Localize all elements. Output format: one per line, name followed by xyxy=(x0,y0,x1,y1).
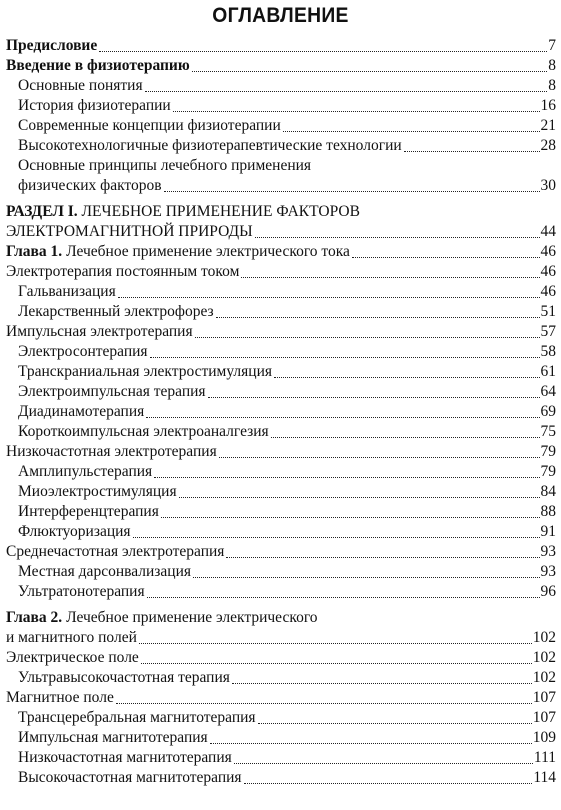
page-title: ОГЛАВЛЕНИЕ xyxy=(212,4,349,27)
page-number: 102 xyxy=(532,629,556,646)
dot-leader xyxy=(271,437,540,438)
dot-leader xyxy=(193,577,540,578)
dot-leader xyxy=(210,743,532,744)
page-number: 102 xyxy=(532,649,556,666)
dot-leader xyxy=(161,517,540,518)
toc-entry-line xyxy=(6,202,556,222)
dot-leader xyxy=(216,317,540,318)
page-number: 75 xyxy=(540,423,556,440)
dot-leader xyxy=(150,357,540,358)
toc-entry[interactable] xyxy=(6,76,556,96)
toc-entry-label-bold: Глава 2. xyxy=(6,609,63,626)
page-number: 109 xyxy=(532,729,556,746)
toc-entry-title xyxy=(6,36,97,56)
toc-entry-title xyxy=(6,322,193,342)
dot-leader xyxy=(404,151,540,152)
toc-entry-label: Среднечастотная электротерапия xyxy=(6,543,225,560)
dot-leader xyxy=(283,131,540,132)
page-number: 79 xyxy=(540,443,556,460)
page-number: 91 xyxy=(540,523,556,540)
toc-entry[interactable] xyxy=(6,462,556,482)
toc-entry-label: Миоэлектростимуляция xyxy=(18,483,177,500)
page-number: 114 xyxy=(533,769,556,786)
toc-entry-label: Низкочастотная электротерапия xyxy=(6,443,217,460)
dot-leader xyxy=(139,643,532,644)
page-number: 57 xyxy=(540,323,556,340)
dot-leader xyxy=(255,237,540,238)
toc-entry[interactable] xyxy=(6,708,556,728)
page-number: 21 xyxy=(540,117,556,134)
toc-entry[interactable] xyxy=(6,668,556,688)
dot-leader xyxy=(116,703,532,704)
page-number: 79 xyxy=(540,463,556,480)
page-number: 46 xyxy=(540,283,556,300)
toc-entry[interactable] xyxy=(6,36,556,56)
dot-leader xyxy=(258,723,532,724)
toc-entry-label: Амплипульстерапия xyxy=(18,463,153,480)
toc-entry-title xyxy=(18,708,256,728)
toc-entry-title xyxy=(18,768,242,788)
toc-entry-label: физических факторов xyxy=(18,177,162,194)
page-number: 28 xyxy=(540,137,556,154)
toc-entry[interactable] xyxy=(6,222,556,242)
toc-entry-label: Лекарственный электрофорез xyxy=(18,303,214,320)
toc-entry-label: Электрическое поле xyxy=(6,649,139,666)
page-number: 107 xyxy=(532,689,556,706)
toc-entry-label: Короткоимпульсная электроаналгезия xyxy=(18,423,269,440)
toc-entry-title xyxy=(18,582,145,602)
toc-entry-title xyxy=(6,56,190,76)
toc-entry-title xyxy=(18,116,281,136)
page-number: 64 xyxy=(540,383,556,400)
page-number: 58 xyxy=(540,343,556,360)
toc-entry[interactable] xyxy=(6,442,556,462)
toc-entry-title xyxy=(18,96,171,116)
toc-entry-label: Низкочастотная магнитотерапия xyxy=(18,749,232,766)
toc-entry-label: История физиотерапии xyxy=(18,97,171,114)
toc-entry-title xyxy=(18,422,269,442)
page-number: 8 xyxy=(548,77,556,94)
page-number: 46 xyxy=(540,263,556,280)
page-number: 51 xyxy=(540,303,556,320)
toc-entry-label-bold: РАЗДЕЛ I. xyxy=(6,203,78,220)
toc-entry-title xyxy=(18,76,143,96)
toc-entry[interactable] xyxy=(6,282,556,302)
page-number: 69 xyxy=(540,403,556,420)
toc-entry-title xyxy=(18,302,214,322)
toc-entry-label: Электроимпульсная терапия xyxy=(18,383,206,400)
dot-leader xyxy=(195,337,540,338)
toc-entry[interactable] xyxy=(6,748,556,768)
toc-entry-title xyxy=(6,688,114,708)
toc-entry[interactable] xyxy=(6,728,556,748)
toc-entry[interactable] xyxy=(6,242,556,262)
toc-entry-title xyxy=(18,502,159,522)
table-of-contents xyxy=(6,36,556,788)
toc-entry-label: Предисловие xyxy=(6,37,98,54)
page-number: 44 xyxy=(540,223,556,240)
toc-entry-label: Основные принципы лечебного применения xyxy=(18,157,312,174)
toc-entry[interactable] xyxy=(6,688,556,708)
toc-entry-label: Введение в физиотерапию xyxy=(6,57,190,74)
dot-leader xyxy=(147,597,540,598)
toc-entry[interactable] xyxy=(6,322,556,342)
toc-entry[interactable] xyxy=(6,582,556,602)
dot-leader xyxy=(99,51,547,52)
toc-entry-label: Основные понятия xyxy=(18,77,143,94)
toc-entry-label: ЛЕЧЕБНОЕ ПРИМЕНЕНИЕ ФАКТОРОВ xyxy=(77,203,360,220)
dot-leader xyxy=(219,457,540,458)
toc-entry-label: Импульсная магнитотерапия xyxy=(18,729,208,746)
toc-entry[interactable] xyxy=(6,648,556,668)
toc-entry-label: Электросонтерапия xyxy=(18,343,148,360)
toc-entry-label: Лечебное применение электрического xyxy=(62,609,318,626)
toc-entry-label: Интерференцтерапия xyxy=(18,503,159,520)
toc-entry-title xyxy=(18,748,232,768)
dot-leader xyxy=(179,497,540,498)
toc-entry[interactable] xyxy=(6,768,556,788)
toc-entry[interactable] xyxy=(6,628,556,648)
toc-entry[interactable] xyxy=(6,362,556,382)
toc-entry-title xyxy=(6,542,224,562)
page-number: 84 xyxy=(540,483,556,500)
toc-entry-label: ЭЛЕКТРОМАГНИТНОЙ ПРИРОДЫ xyxy=(6,223,253,240)
dot-leader xyxy=(241,277,539,278)
toc-entry-title xyxy=(18,562,191,582)
page-number: 111 xyxy=(533,749,556,766)
toc-entry[interactable] xyxy=(6,96,556,116)
toc-entry[interactable] xyxy=(6,176,556,196)
page-number: 102 xyxy=(532,669,556,686)
dot-leader xyxy=(232,683,532,684)
toc-entry-title xyxy=(6,242,350,262)
toc-entry-label: и магнитного полей xyxy=(6,629,137,646)
page-number: 46 xyxy=(540,243,556,260)
toc-entry-title xyxy=(6,262,239,282)
dot-leader xyxy=(352,257,540,258)
dot-leader xyxy=(164,191,540,192)
toc-entry-label: Ультравысокочастотная терапия xyxy=(18,669,230,686)
page-number: 8 xyxy=(548,57,556,74)
toc-entry[interactable] xyxy=(6,382,556,402)
toc-entry-title xyxy=(6,628,137,648)
toc-entry-label: Диадинамотерапия xyxy=(18,403,145,420)
toc-entry[interactable] xyxy=(6,402,556,422)
dot-leader xyxy=(154,477,539,478)
toc-entry-title xyxy=(6,648,139,668)
toc-entry[interactable] xyxy=(6,56,556,76)
page-number: 96 xyxy=(540,583,556,600)
toc-entry-title xyxy=(18,482,177,502)
toc-entry[interactable] xyxy=(6,562,556,582)
toc-entry[interactable] xyxy=(6,342,556,362)
toc-entry-label: Гальванизация xyxy=(18,283,116,300)
toc-entry-title xyxy=(18,522,131,542)
dot-leader xyxy=(173,111,540,112)
toc-entry-label: Флюктуоризация xyxy=(18,523,131,540)
toc-entry-label: Высокочастотная магнитотерапия xyxy=(18,769,242,786)
toc-entry-title xyxy=(18,382,206,402)
page-number: 93 xyxy=(540,543,556,560)
dot-leader xyxy=(234,763,533,764)
dot-leader xyxy=(244,783,533,784)
page-number: 30 xyxy=(540,177,556,194)
toc-entry[interactable] xyxy=(6,136,556,156)
toc-entry-title xyxy=(18,462,152,482)
page-number: 93 xyxy=(540,563,556,580)
toc-entry[interactable] xyxy=(6,262,556,282)
page-number: 88 xyxy=(540,503,556,520)
page-number: 16 xyxy=(540,97,556,114)
toc-entry-label: Импульсная электротерапия xyxy=(6,323,193,340)
toc-entry-label: Транскраниальная электростимуляция xyxy=(18,363,273,380)
toc-entry-title xyxy=(6,222,253,242)
toc-entry-label: Трансцеребральная магнитотерапия xyxy=(18,709,256,726)
toc-entry-title xyxy=(18,176,162,196)
toc-entry-title xyxy=(18,362,272,382)
page-number: 107 xyxy=(532,709,556,726)
toc-entry-label: Магнитное поле xyxy=(6,689,114,706)
dot-leader xyxy=(208,397,540,398)
toc-entry[interactable] xyxy=(6,522,556,542)
toc-entry[interactable] xyxy=(6,302,556,322)
toc-entry-label: Лечебное применение электрического тока xyxy=(62,243,350,260)
toc-entry-title xyxy=(18,342,148,362)
toc-entry[interactable] xyxy=(6,116,556,136)
dot-leader xyxy=(118,297,540,298)
dot-leader xyxy=(141,663,532,664)
toc-entry-title xyxy=(6,442,217,462)
toc-entry-label: Высокотехнологичные физиотерапевтические технологии xyxy=(18,137,402,154)
toc-entry-label-bold: Глава 1. xyxy=(6,243,63,260)
toc-entry[interactable] xyxy=(6,482,556,502)
dot-leader xyxy=(146,417,539,418)
toc-entry-label: Ультратонотерапия xyxy=(18,583,145,600)
toc-entry-title xyxy=(18,402,144,422)
toc-entry-label: Электротерапия постоянным током xyxy=(6,263,240,280)
dot-leader xyxy=(133,537,540,538)
toc-entry-label: Современные концепции физиотерапии xyxy=(18,117,281,134)
toc-entry[interactable] xyxy=(6,502,556,522)
toc-entry-title xyxy=(18,668,230,688)
toc-entry[interactable] xyxy=(6,542,556,562)
toc-entry-line xyxy=(6,608,556,628)
page-number: 7 xyxy=(548,37,556,54)
dot-leader xyxy=(192,71,548,72)
page-number: 61 xyxy=(540,363,556,380)
toc-entry[interactable] xyxy=(6,422,556,442)
dot-leader xyxy=(145,91,548,92)
toc-entry-title xyxy=(18,282,116,302)
toc-entry-label: Местная дарсонвализация xyxy=(18,563,191,580)
toc-entry-line xyxy=(6,156,556,176)
dot-leader xyxy=(274,377,539,378)
dot-leader xyxy=(226,557,539,558)
toc-entry-title xyxy=(18,728,208,748)
toc-entry-title xyxy=(18,136,402,156)
